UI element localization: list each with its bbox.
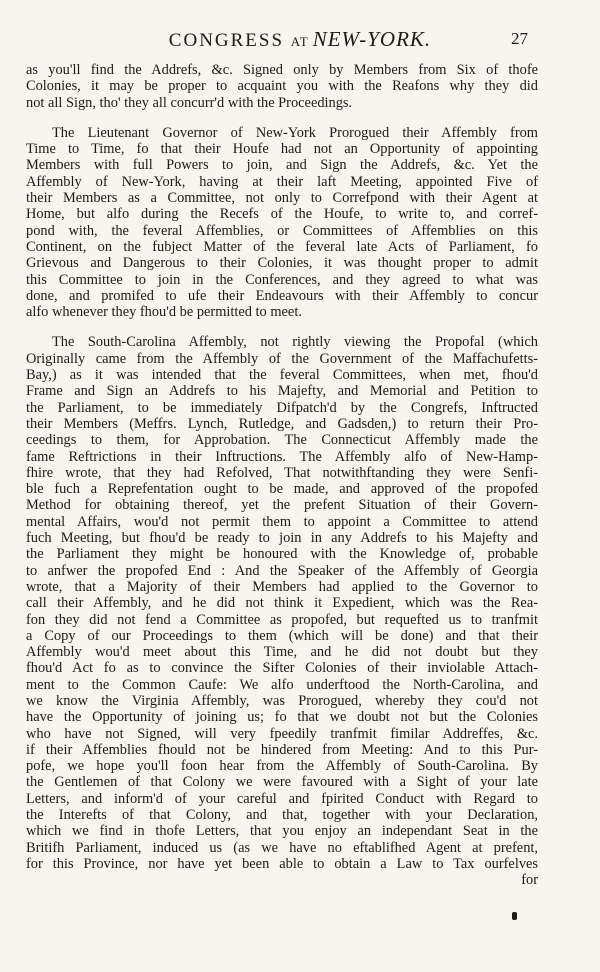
text-line: which we find in thofe Letters, that you enjoy an independant Seat in the [26,823,538,840]
page-number: 27 [511,29,528,48]
text-line: Grievous and Dangerous to their Colonies, it was thought proper to admit [26,255,538,272]
text-line: wrote, that a Majority of their Members had applied to the Governor to [26,578,538,595]
text-line: to anfwer the propofed End : And the Speaker of the Affembly of Georgia [26,562,538,579]
text-line: ceedings to them, for Approbation. The Connecticut Affembly made the [26,432,538,449]
text-line: pofe, we hope you'll foon hear from the Affembly of South-Carolina. By [26,758,538,775]
text-line: Originally came from the Affembly of the Government of the Maffachufetts- [26,350,538,367]
paragraph [26,62,538,111]
text-line: The Lieutenant Governor of New-York Prorogued their Affembly from [52,124,538,141]
text-line: Britifh Parliament, induced us (as we have no eftablifhed Agent at prefent, [26,839,538,856]
text-line: Members with full Powers to join, and Sign the Addrefs, &c. Yet the [26,157,538,174]
text-line: Home, but alfo during the Recefs of the Houfe, to write to, and corref- [26,206,538,223]
text-line: The South-Carolina Affembly, not rightly viewing the Propofal (which [52,334,538,351]
text-line: Frame and Sign an Addrefs to his Majefty, and Memorial and Petition to [26,383,538,400]
text-line: if their Affemblies fhould not be hindered from Meeting: And to this Pur- [26,741,538,758]
text-line: Letters, and inform'd of your careful and fpirited Conduct with Regard to [26,790,538,807]
text-line: their Members (Meffrs. Lynch, Rutledge, and Gadsden,) to return their Pro- [26,415,538,432]
text-line: this Committee to join in the Conferences, and they agreed to what was [26,271,538,288]
catchword: for [521,872,538,889]
text-line: the Interefts of that Colony, and that, together with your Declaration, [26,807,538,824]
text-line: Method for obtaining thereof, yet the prefent Situation of their Govern- [26,497,538,514]
ink-mark [512,912,517,920]
paragraph [26,125,538,321]
paragraph [26,334,538,872]
text-line: alfo whenever they fhou'd be permitted to meet. [26,304,302,321]
running-head [0,28,600,53]
text-line: who have not Signed, will very fpeedily tranfmit fimilar Addreffes, &c. [26,725,538,742]
text-line: fhire wrote, that they had Refolved, That notwithftanding they were Senfi- [26,464,538,481]
text-line: their Members as a Committee, not only to Correfpond with their Agent at [26,190,538,207]
text-line: Time to Time, fo that their Houfe had not an Opportunity of appointing [26,141,538,158]
text-line: Colonies, it may be proper to acquaint you with the Reafons why they did [26,78,538,95]
running-head-word: NEW-YORK. [312,27,432,51]
text-line: Affembly of New-York, having at their laft Meeting, appointed Five of [26,173,538,190]
running-head-word: AT [290,34,313,49]
text-line: as you'll find the Addrefs, &c. Signed only by Members from Six of thofe [26,62,538,78]
text-line: fuch Meeting, but fhou'd be ready to join in any Addrefs to his Majefty and [26,530,538,547]
body-text [26,62,538,889]
text-line: Bay,) as it was intended that the feveral Committees, when met, fhou'd [26,367,538,384]
running-head-word: CONGRESS [168,30,291,51]
text-line: done, and promifed to ufe their Endeavours with their Affembly to concur [26,287,538,304]
text-line: for this Province, nor have yet been able to obtain a Law to Tax ourfelves [26,855,538,872]
text-line: the Parliament they might be honoured with the Knowledge of, probable [26,546,538,563]
text-line: ment to the Common Caufe: We alfo underftood the North-Carolina, and [26,676,538,693]
text-line: the Gentlemen of that Colony we were favoured with a Sight of your late [26,774,538,791]
text-line: mental Affairs, wou'd not permit them to appoint a Committee to attend [26,513,538,530]
text-line: fon they did not fend a Committee as propofed, but requefted us to tranfmit [26,611,538,628]
text-line: fame Reftrictions in their Inftructions. The Affembly alfo of New-Hamp- [26,448,538,465]
text-line: have the Opportunity of joining us; fo that we doubt not but the Colonies [26,709,538,726]
page-header [0,28,600,50]
text-line: ble fuch a Reprefentation ought to be made, and approved of the propofed [26,481,538,498]
text-line: a Copy of our Proceedings to them (which will be done) and that their [26,627,538,644]
text-line: we know the Virginia Affembly, was Prorogued, whereby they cou'd not [26,692,538,709]
text-line: fhou'd Act fo as to convince the Sifter Colonies of their inviolable Attach- [26,660,538,677]
text-line: call their Affembly, and he did not think it Expedient, which was the Rea- [26,595,538,612]
text-line: Affembly wou'd meet about this Time, and he did not doubt but they [26,644,538,661]
text-line: not all Sign, tho' they all concurr'd with the Proceedings. [26,94,353,111]
text-line: Continent, on the fubject Matter of the feveral late Acts of Parliament, fo [26,238,538,255]
text-line: the Parliament, to be immediately Difpatch'd by the Congrefs, Inftructed [26,399,538,416]
text-line: pond with, the feveral Affemblies, or Committees of Affemblies on this [26,222,538,239]
